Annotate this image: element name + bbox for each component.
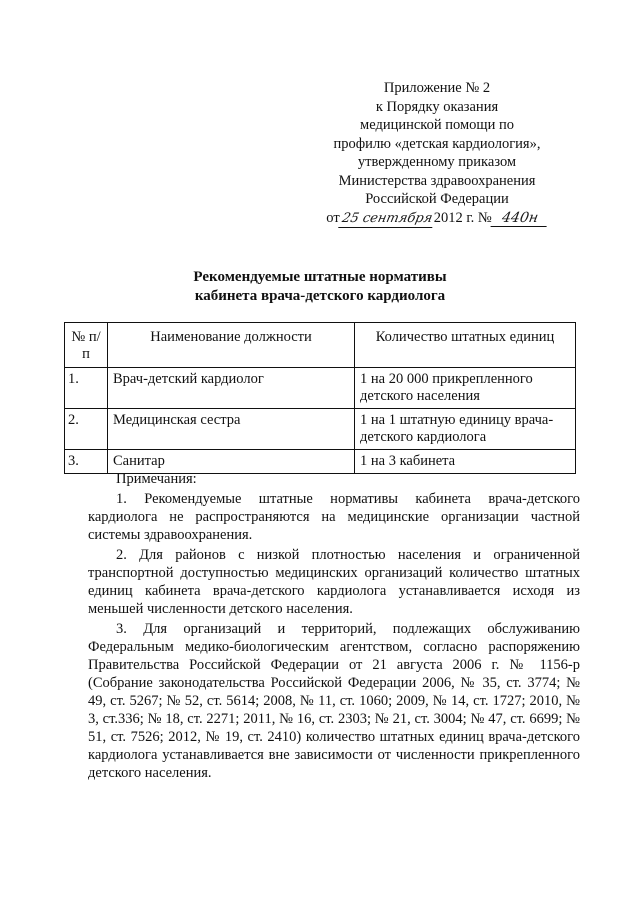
header-num: № п/п [65,323,108,368]
note-item: 2. Для районов с низкой плотностью населения и ограниченной транспортной доступностью медицинских организаций количество штатных единиц кабинета врача-детского кардиолога устанавливается исходя из меньшей численности детского населения. [88,547,580,617]
table-row [65,368,576,409]
appendix-line: Министерства здравоохранения [338,172,536,189]
appendix-header [326,79,548,228]
row-position: Медицинская сестра [108,409,355,450]
note-item: 1. Рекомендуемые штатные нормативы кабинета врача-детского кардиолога не распространяются на медицинские организации частной системы здравоохранения. [88,491,580,543]
note-item: 3. Для организаций и территорий, подлежащих обслуживанию Федеральным медико-биологическим агентством, согласно распоряжению Правительства Российской Федерации от 21 августа 2006 г. № 1156-р (Собрание законодательства Российской Федерации 2006, № 35, ст. 3774; № 49, ст. 5267; № 52, ст. 5614; 2008, № 11, ст. 1060; 2009, № 14, ст. 1727; 2010, № 3, ст.336; № 18, ст. 2271; 2011, № 16, ст. 2303; № 21, ст. 3004; № 47, ст. 6699; № 51, ст. 7526; 2012, № 19, ст. 2410) количество штатных единиц врача-детского кардиолога устанавливается вне зависимости от численности прикрепленного детского населения. [88,621,580,781]
appendix-line: Приложение № 2 [383,80,491,96]
row-position: Санитар [108,450,355,474]
order-line [326,209,548,228]
order-prefix: от [326,209,340,226]
order-year: 2012 г. № [433,209,492,226]
table-row [65,409,576,450]
title-line-1: Рекомендуемые штатные нормативы [193,269,447,285]
notes-heading: Примечания: [116,471,197,487]
row-quantity: 1 на 3 кабинета [355,450,576,474]
table-header-row [65,323,576,368]
row-num: 3. [65,450,108,474]
header-quantity: Количество штатных единиц [355,323,576,368]
row-num: 2. [65,409,108,450]
handwritten-date: 25 сентября [338,211,436,228]
notes-section [88,470,580,784]
header-position: Наименование должности [108,323,355,368]
appendix-line: к Порядку оказания [375,98,499,115]
appendix-line: утвержденному приказом [357,154,517,170]
appendix-line: профилю «детская кардиология», [333,135,541,152]
document-title [0,268,640,306]
row-num: 1. [65,368,108,409]
row-position: Врач-детский кардиолог [108,368,355,409]
handwritten-order-number: 440н [490,210,549,227]
title-line-2: кабинета врача-детского кардиолога [194,288,446,304]
row-quantity: 1 на 20 000 прикрепленного детского населения [355,368,576,409]
row-quantity: 1 на 1 штатную единицу врача-детского кардиолога [355,409,576,450]
appendix-line: медицинской помощи по [360,117,514,133]
staff-table [64,322,576,474]
appendix-line: Российской Федерации [365,191,509,207]
